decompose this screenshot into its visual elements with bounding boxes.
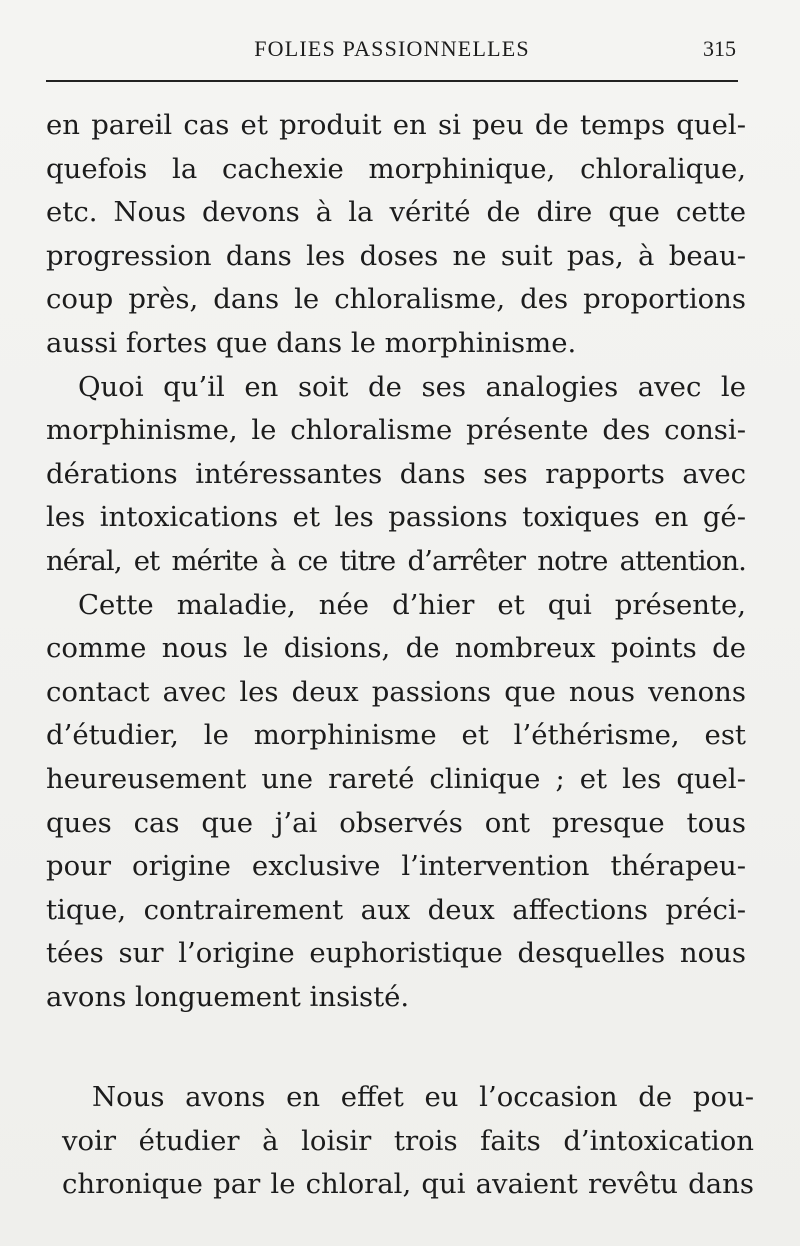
text-line: Cette maladie, née d’hier et qui présente, <box>78 588 746 621</box>
text-line: d’étudier, le morphinisme et l’éthérisme, est <box>46 719 746 752</box>
text-line: en pareil cas et produit en si peu de temps quel- <box>46 109 746 141</box>
text-line: Nous avons en effet eu l’occasion de pou- <box>92 1081 754 1113</box>
page-number: 315 <box>703 36 736 61</box>
text-line: aussi fortes que dans le morphinisme. <box>46 326 577 359</box>
text-line: les intoxications et les passions toxiques en gé- <box>46 501 746 534</box>
paragraph-1 <box>46 104 746 366</box>
text-line: etc. Nous devons à la vérité de dire que cette <box>46 196 746 229</box>
running-title: FOLIES PASSIONNELLES <box>254 36 530 61</box>
text-line: tique, contrairement aux deux affections préci- <box>46 893 746 926</box>
text-line: dérations intéressantes dans ses rapports avec <box>46 457 746 490</box>
text-line: comme nous le disions, de nombreux points de <box>46 632 746 665</box>
text-line: morphinisme, le chloralisme présente des consi- <box>46 414 746 447</box>
text-line: Quoi qu’il en soit de ses analogies avec le <box>78 370 746 403</box>
text-line: voir étudier à loisir trois faits d’intoxication <box>62 1124 754 1157</box>
paragraph-4 <box>62 1076 754 1207</box>
text-line: contact avec les deux passions que nous venons <box>46 675 746 708</box>
text-line: pour origine exclusive l’intervention thérapeu- <box>46 850 746 883</box>
text-line: heureusement une rareté clinique ; et les quel- <box>46 762 746 795</box>
text-line: ques cas que j’ai observés ont presque tous <box>46 806 746 839</box>
paragraph-3 <box>46 584 746 1020</box>
header-rule <box>46 80 738 82</box>
body-text <box>46 104 746 1019</box>
text-line: tées sur l’origine euphoristique desquelles nous <box>46 937 746 970</box>
text-line: chronique par le chloral, qui avaient revêtu dans <box>62 1168 754 1201</box>
text-line: quefois la cachexie morphinique, chloralique, <box>46 152 746 185</box>
text-line: avons longuement insisté. <box>46 980 410 1013</box>
text-line: coup près, dans le chloralisme, des proportions <box>46 283 746 316</box>
text-line: néral, et mérite à ce titre d’arrêter notre attention. <box>46 544 746 577</box>
next-section <box>62 1076 754 1207</box>
text-line: progression dans les doses ne suit pas, à beau- <box>46 239 746 272</box>
running-head <box>46 36 738 68</box>
paragraph-2 <box>46 366 746 584</box>
